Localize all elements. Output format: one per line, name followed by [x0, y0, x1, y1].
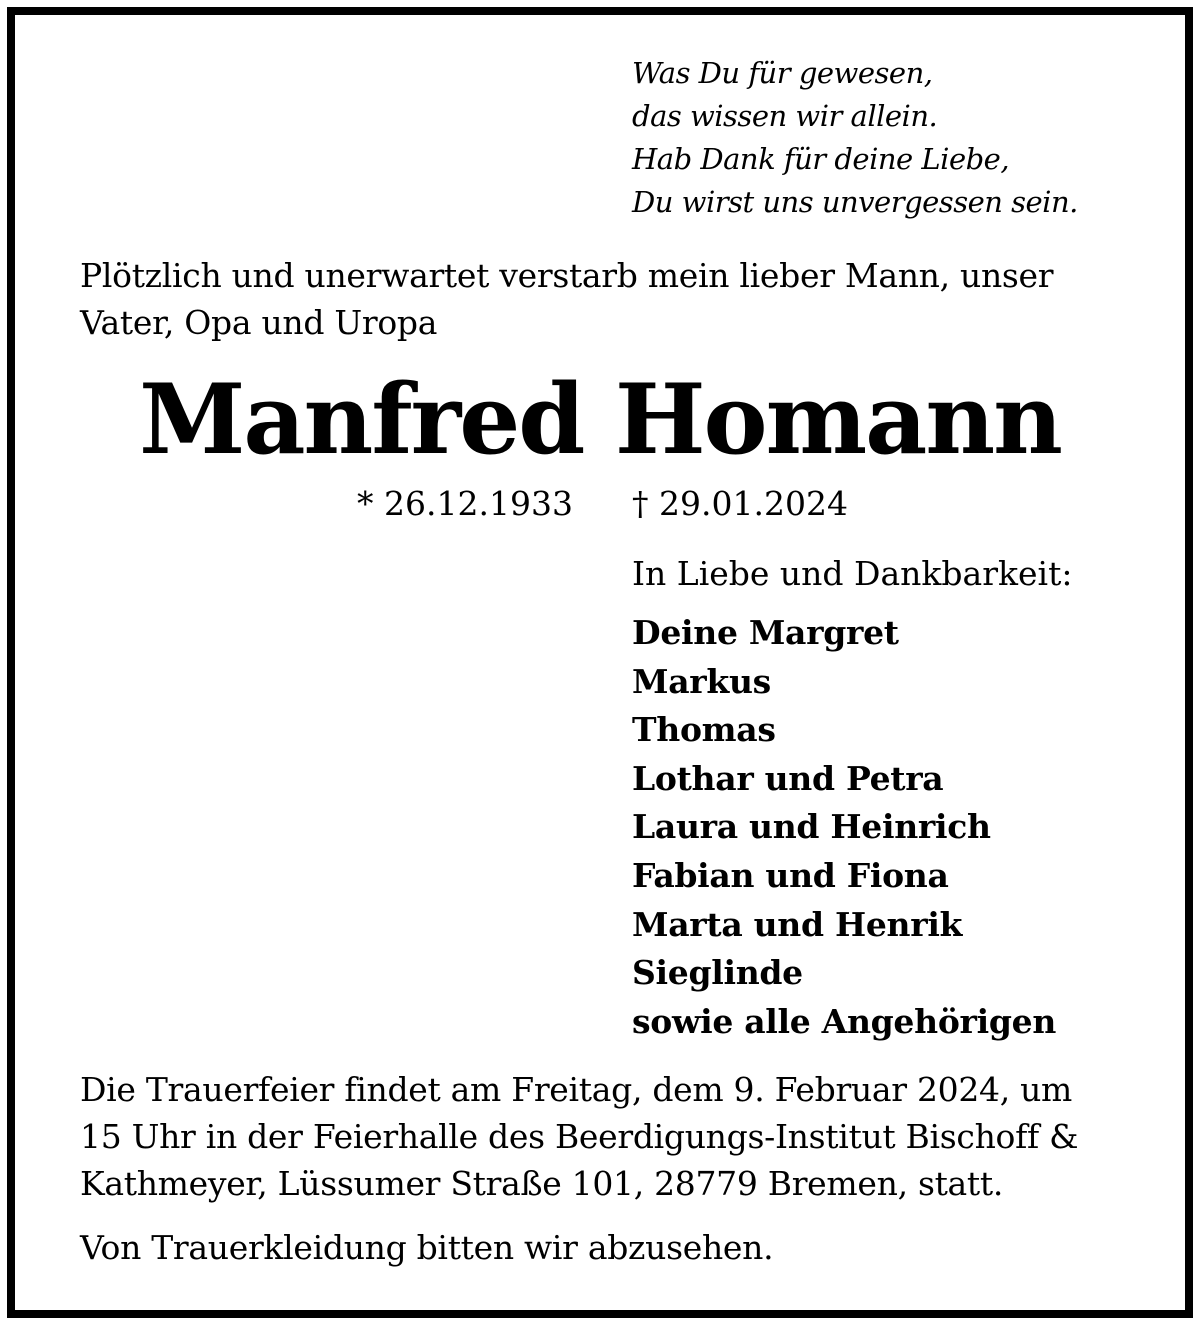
intro-text: [80, 252, 1130, 346]
mourner-item: Marta und Henrik: [632, 904, 963, 944]
poem-line: Du wirst uns unvergessen sein.: [632, 185, 1078, 219]
ceremony-line: Kathmeyer, Lüssumer Straße 101, 28779 Bremen, statt.: [80, 1164, 1004, 1203]
intro-line: Plötzlich und unerwartet verstarb mein lieber Mann, unser: [80, 256, 1054, 295]
ceremony-info: [80, 1066, 1078, 1207]
deceased-name: Manfred Homann: [139, 363, 1061, 476]
birth-date: * 26.12.1933: [357, 484, 573, 523]
poem: [632, 52, 1078, 224]
poem-line: Was Du für gewesen,: [632, 56, 933, 90]
mourner-item: sowie alle Angehörigen: [632, 1001, 1057, 1041]
mourner-item: Thomas: [632, 710, 776, 750]
dress-note: Von Trauerkleidung bitten wir abzusehen.: [80, 1228, 774, 1267]
ceremony-line: 15 Uhr in der Feierhalle des Beerdigungs-Institut Bischoff &: [80, 1117, 1079, 1156]
mourner-item: Lothar und Petra: [632, 758, 944, 798]
mourner-item: Markus: [632, 661, 771, 701]
intro-line: Vater, Opa und Uropa: [80, 303, 438, 342]
mourner-item: Fabian und Fiona: [632, 855, 949, 895]
mourner-item: Sieglinde: [632, 953, 803, 993]
mourners-list: [632, 609, 1056, 1046]
mourner-item: Deine Margret: [632, 613, 899, 652]
dedication-text: In Liebe und Dankbarkeit:: [632, 554, 1073, 593]
ceremony-line: Die Trauerfeier findet am Freitag, dem 9. Februar 2024, um: [80, 1070, 1073, 1109]
poem-line: Hab Dank für deine Liebe,: [632, 142, 1010, 176]
death-date: † 29.01.2024: [632, 484, 848, 523]
poem-line: das wissen wir allein.: [632, 99, 938, 133]
mourner-item: Laura und Heinrich: [632, 807, 991, 847]
